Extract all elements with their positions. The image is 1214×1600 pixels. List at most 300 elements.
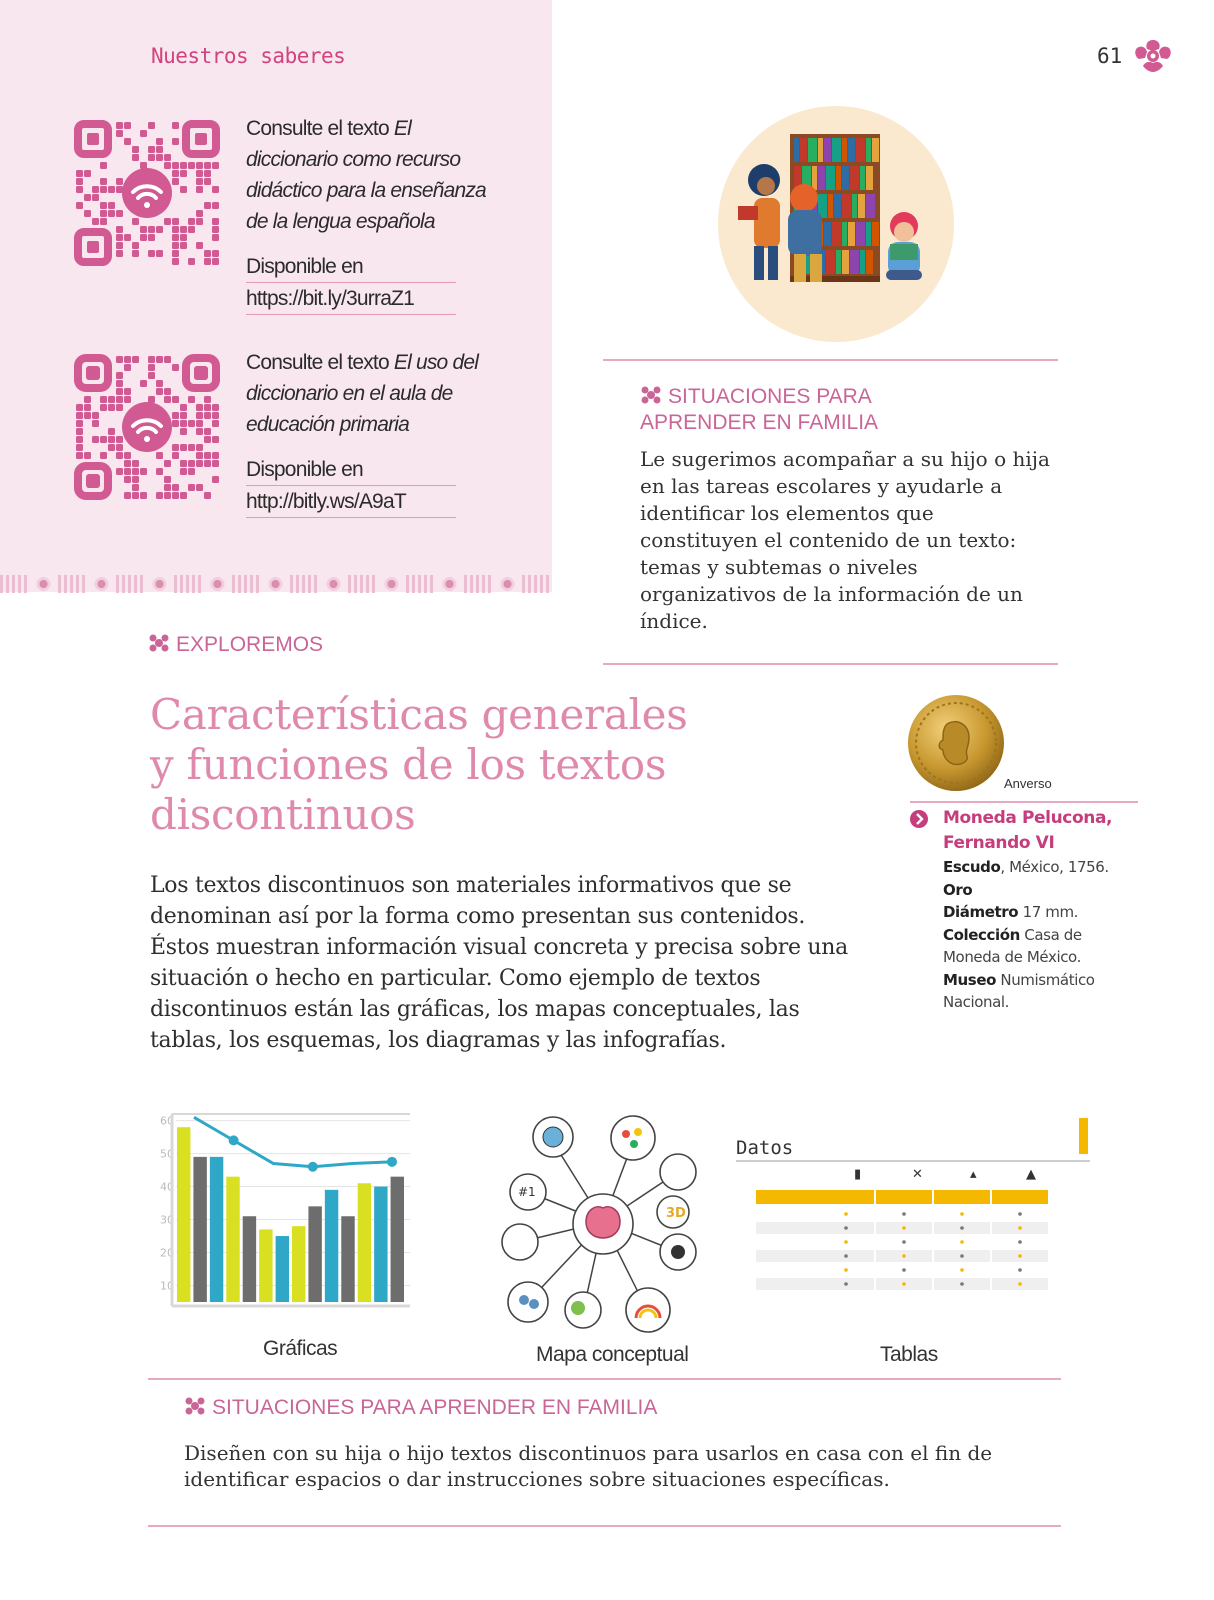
qr-module [204,170,211,177]
reference-2 [246,347,478,518]
bar [259,1229,272,1302]
trend-point [229,1135,239,1145]
qr-module [116,122,123,129]
qr-module [172,452,179,459]
trend-point [387,1157,397,1167]
table-dot [902,1268,906,1272]
table-dot [844,1212,848,1216]
book [858,194,865,218]
qr-module [172,170,179,177]
qr-module [132,492,139,499]
page-title: Características generales y funciones de los textos discontinuos [150,690,688,839]
bar [358,1183,371,1302]
table-dot [902,1212,906,1216]
body-paragraph: Los textos discontinuos son materiales informativos que se denominan así por la forma como presentan sus contenidos. Éstos muestran información visual concreta y precisa sobre una situación o hecho en particular. Como ejemplo de textos discontinuos están las gráficas, los mapas conceptuales, las tablas, los esquemas, los diagramas y las infografías. [150,873,848,1053]
coin-title: Moneda Pelucona, Fernando VI [943,808,1113,853]
table-cell [756,1222,828,1234]
book [836,166,841,190]
qr-module [172,364,179,371]
coin-collection [943,924,1143,969]
qr-module [76,444,83,451]
chevron-right-icon [910,810,928,828]
reference-title: educación primaria [246,413,410,436]
coin-museum [943,969,1143,1014]
qr-module [76,412,83,419]
border-tile [0,575,29,593]
qr-module [188,162,195,169]
table-dot [960,1268,964,1272]
y-tick-label: 10 [160,1279,174,1293]
qr-module [180,428,187,435]
qr-module [172,420,179,427]
qr-module [132,242,139,249]
family-box-2-text: Diseñen con su hija o hijo textos discontinuos para usarlos en casa con el fin de identificar espacios o dar instrucciones sobre situaciones específicas. [184,1441,993,1491]
qr-module [172,234,179,241]
qr-module [100,210,107,217]
qr-module [116,186,123,193]
divider [603,663,1058,665]
qr-module [124,234,131,241]
qr-module [84,404,91,411]
qr-module [172,444,179,451]
coin-escudo [943,856,1143,879]
flower-icon [640,385,662,405]
book [812,166,817,190]
book [850,250,859,274]
qr-module [148,226,155,233]
book [800,138,807,162]
bar [292,1226,305,1302]
border-tile [522,575,551,593]
qr-module [180,234,187,241]
border-tile [377,575,406,593]
qr-module [196,170,203,177]
border-tile [348,575,377,593]
library-children-illustration [718,106,954,342]
table-dot [1018,1240,1022,1244]
qr-module [196,162,203,169]
qr-module [172,250,179,257]
border-tile [116,575,145,593]
qr-module [156,492,163,499]
border-tile [406,575,435,593]
qr-module [116,388,123,395]
book [826,250,835,274]
qr-module [180,420,187,427]
qr-module [196,186,203,193]
qr-module [92,194,99,201]
divider [148,1525,1061,1527]
family-box-title-line: SITUACIONES PARA [668,385,872,408]
table-dot [902,1226,906,1230]
book [842,250,849,274]
reference-link[interactable]: https://bit.ly/3urraZ1 [246,283,456,315]
qr-module [116,452,123,459]
qr-module [164,388,171,395]
book [866,250,873,274]
coin-material-label: Oro [943,880,973,899]
qr-module [100,186,107,193]
qr-module [212,234,219,241]
border-tile [232,575,261,593]
explore-label [148,633,323,657]
book [860,166,865,190]
book [836,250,841,274]
qr-module [124,396,131,403]
qr-module [124,356,131,363]
bar [308,1206,321,1302]
qr-module [84,412,91,419]
qr-module [84,194,91,201]
qr-module [212,452,219,459]
qr-module [212,420,219,427]
qr-module [100,404,107,411]
qr-module [204,452,211,459]
qr-module [212,162,219,169]
table-dot [1018,1226,1022,1230]
qr-module [196,452,203,459]
table-header-cell [818,1190,874,1204]
qr-module [196,420,203,427]
qr-module [76,452,83,459]
qr-module [124,122,131,129]
qr-module [92,186,99,193]
qr-module [100,218,107,225]
qr-module [196,460,203,467]
qr-module [196,428,203,435]
table-dot [844,1254,848,1258]
qr-module [204,428,211,435]
y-tick-label: 50 [160,1147,174,1161]
qr-module [156,452,163,459]
reference-link[interactable]: http://bitly.ws/A9aT [246,486,456,518]
y-tick-label: 60 [160,1114,174,1128]
qr-module [148,146,155,153]
qr-module [140,130,147,137]
coin-escudo-value: , México, 1756. [1000,858,1109,876]
qr-module [188,460,195,467]
coin-material [943,879,1143,902]
page-number: 61 [1097,44,1123,68]
qr-module [132,250,139,257]
book [872,138,879,162]
qr-module [116,372,123,379]
qr-module [156,388,163,395]
qr-module [212,226,219,233]
border-tile [29,575,58,593]
trend-point [308,1162,318,1172]
qr-module [188,420,195,427]
table-dot [960,1254,964,1258]
qr-module [116,250,123,257]
qr-module [108,404,115,411]
qr-module [116,436,123,443]
qr-code-2[interactable] [72,352,222,502]
book [834,194,841,218]
qr-module [100,436,107,443]
book [832,222,841,246]
qr-module [164,460,171,467]
qr-module [116,178,123,185]
book [828,194,833,218]
qr-module [212,186,219,193]
table-caption: Tablas [880,1343,938,1366]
qr-module [100,162,107,169]
qr-module [164,492,171,499]
reference-title: de la lengua española [246,210,435,233]
qr-module [124,388,131,395]
table-dot [960,1212,964,1216]
svg-text:▴: ▴ [970,1167,977,1182]
qr-module [204,492,211,499]
y-tick-label: 40 [160,1180,174,1194]
bar [391,1177,404,1302]
qr-module [188,484,195,491]
qr-module [116,404,123,411]
qr-module [156,138,163,145]
family-box-title [640,384,878,436]
bar [193,1157,206,1302]
table-dot [844,1240,848,1244]
qr-module [108,428,115,435]
qr-module [180,492,187,499]
table-header-label: Datos [736,1137,794,1159]
book [866,222,871,246]
coin-caption: Anverso [1004,776,1052,791]
book [852,194,857,218]
table-dot [960,1240,964,1244]
qr-module [116,380,123,387]
qr-module [164,154,171,161]
qr-module [156,380,163,387]
qr-module [172,242,179,249]
qr-module [132,468,139,475]
qr-module [140,226,147,233]
qr-module [212,476,219,483]
qr-module [164,476,171,483]
qr-module [212,436,219,443]
table-dot [1018,1254,1022,1258]
qr-module [188,258,195,265]
y-tick-label: 30 [160,1213,174,1227]
svg-text:▲: ▲ [1026,1167,1036,1182]
table-dot [960,1282,964,1286]
qr-module [92,420,99,427]
qr-module [132,460,139,467]
svg-text:▮: ▮ [854,1167,862,1182]
border-tile [174,575,203,593]
qr-module [156,146,163,153]
reference-title: didáctico para la enseñanza [246,179,486,202]
qr-module [124,468,131,475]
section-header: Nuestros saberes [151,44,346,68]
qr-module [212,412,219,419]
qr-module [108,444,115,451]
book [856,222,865,246]
bar-chart [148,1110,418,1332]
qr-module [172,492,179,499]
qr-module [172,138,179,145]
qr-module [156,154,163,161]
book [808,138,817,162]
qr-module [108,436,115,443]
qr-module [116,396,123,403]
reference-intro: Consulte el texto [246,117,394,140]
qr-module [84,452,91,459]
qr-module [84,396,91,403]
coin-escudo-label: Escudo [943,858,1001,876]
qr-module [180,460,187,467]
border-tile [551,575,552,593]
book [848,222,855,246]
border-tile [435,575,464,593]
qr-module [204,250,211,257]
qr-module [132,484,139,491]
coin-diameter-value: 17 mm. [1018,903,1079,921]
qr-module [180,404,187,411]
table-dot [960,1226,964,1230]
qr-module [116,210,123,217]
qr-module [196,218,203,225]
decorative-border [0,575,552,593]
coin-info [943,806,1143,1014]
book [818,138,823,162]
qr-module [116,242,123,249]
trend-line [194,1117,392,1166]
bar [325,1190,338,1302]
qr-module [204,412,211,419]
qr-module [204,460,211,467]
qr-module [140,380,147,387]
y-tick-label: 20 [160,1246,174,1260]
qr-module [188,218,195,225]
book [842,138,847,162]
border-tile [145,575,174,593]
qr-module [132,146,139,153]
book [832,138,841,162]
qr-module [188,396,195,403]
qr-module [172,258,179,265]
qr-module [116,356,123,363]
table-dot [1018,1282,1022,1286]
qr-module [132,356,139,363]
gold-coin-image [907,694,1005,792]
qr-module [204,178,211,185]
qr-module [196,484,203,491]
table-illustration [736,1118,1096,1328]
table-cell [756,1250,828,1262]
qr-module [212,258,219,265]
qr-module [132,476,139,483]
book [842,222,847,246]
divider [603,359,1058,361]
qr-module [212,404,219,411]
reference-title: El uso del [393,351,479,374]
qr-module [76,428,83,435]
qr-module [196,210,203,217]
qr-module [180,468,187,475]
qr-module [156,250,163,257]
qr-module [100,202,107,209]
qr-module [172,484,179,491]
book [818,166,825,190]
qr-module [76,404,83,411]
bar [226,1177,239,1302]
qr-module [124,492,131,499]
divider [148,1378,1061,1380]
qr-module [196,404,203,411]
qr-module [172,218,179,225]
reference-title: El [393,117,411,140]
book [860,250,865,274]
coin-collection-value: Casa de Moneda de México. [943,925,1082,966]
qr-module [156,226,163,233]
bar [177,1127,190,1302]
qr-module [204,396,211,403]
qr-module [164,162,171,169]
coin-museum-label: Museo [943,970,997,989]
qr-module [148,154,155,161]
reference-title: diccionario como recurso [246,148,461,171]
book [842,194,851,218]
qr-module [188,444,195,451]
qr-module [148,356,155,363]
qr-module [204,162,211,169]
family-box-title-line: APRENDER EN FAMILIA [640,411,879,434]
divider [910,801,1138,803]
book [866,138,871,162]
qr-module [180,170,187,177]
qr-module [116,234,123,241]
qr-module [156,356,163,363]
qr-code-1[interactable] [72,118,222,268]
qr-module [116,130,123,137]
coin-collection-label: Colección [943,925,1020,944]
mindmap-caption: Mapa conceptual [536,1343,689,1366]
qr-module [76,170,83,177]
qr-module [148,396,155,403]
book [794,138,799,162]
border-tile [58,575,87,593]
book [866,166,873,190]
book [866,194,875,218]
book [850,166,859,190]
qr-module [196,178,203,185]
book [848,138,855,162]
border-tile [493,575,522,593]
qr-module [140,468,147,475]
table-header-cell [876,1190,932,1204]
table-dot [844,1226,848,1230]
flower-icon [148,633,170,653]
qr-module [212,250,219,257]
bar [276,1236,289,1302]
table-header-cell [934,1190,990,1204]
qr-module [124,138,131,145]
qr-module [148,372,155,379]
book [826,166,835,190]
qr-module [92,218,99,225]
flower-logo-icon [1133,38,1173,74]
qr-module [156,468,163,475]
qr-module [92,412,99,419]
coin-diameter-label: Diámetro [943,903,1019,921]
qr-module [188,468,195,475]
qr-module [180,412,187,419]
bar [374,1187,387,1302]
bar [210,1157,223,1302]
table-dot [844,1268,848,1272]
